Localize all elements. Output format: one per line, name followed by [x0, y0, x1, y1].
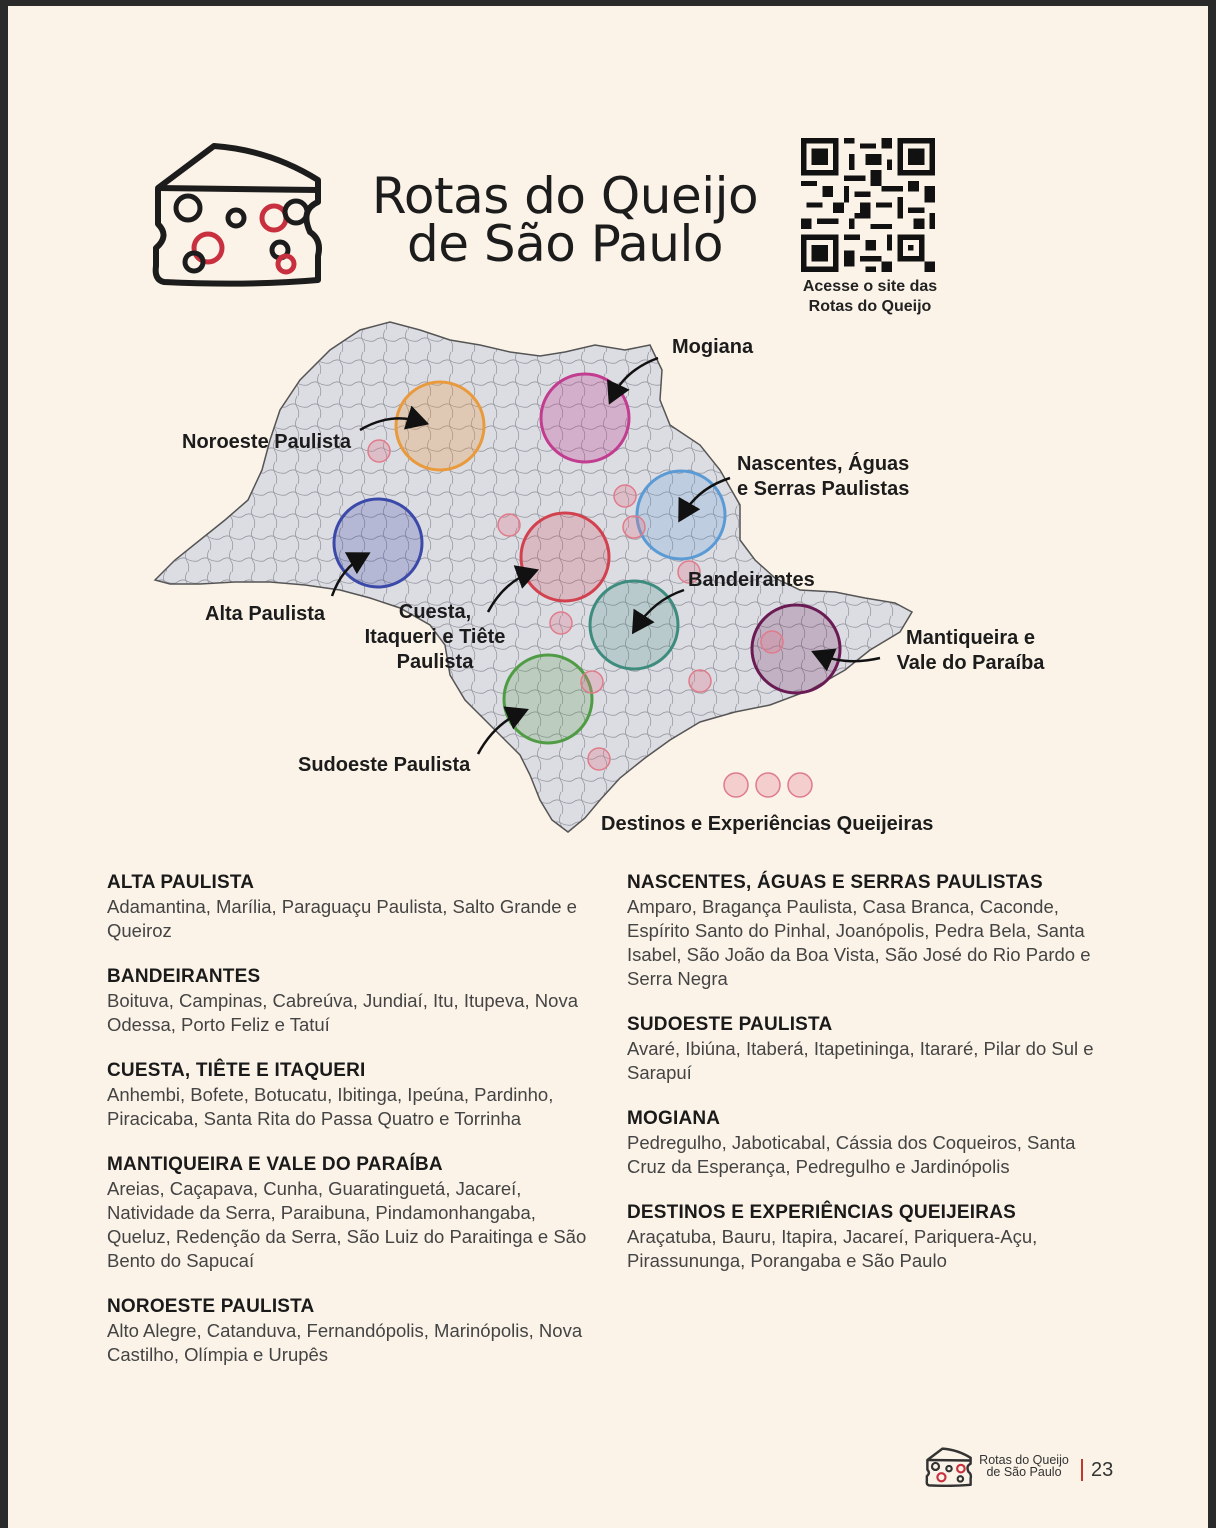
footer-title-line-1: Rotas do Queijo: [979, 1453, 1069, 1467]
route-title: MANTIQUEIRA E VALE DO PARAÍBA: [107, 1154, 443, 1175]
label-mantiqueira-line-1: Mantiqueira e: [906, 627, 1035, 649]
route-entry-noroeste: [107, 1295, 587, 1367]
destino-marker[interactable]: [498, 514, 520, 536]
route-title: CUESTA, TIÊTE E ITAQUERI: [107, 1060, 366, 1081]
route-cities: Amparo, Bragança Paulista, Casa Branca, Caconde, Espírito Santo do Pinhal, Joanópolis, Pedra Bela, Santa Isabel, São João da Boa Vista, São José do Rio Pardo e Serra Negra: [627, 896, 1091, 989]
route-title: SUDOESTE PAULISTA: [627, 1014, 833, 1035]
qr-caption-line-1: Acesse o site das: [802, 278, 938, 295]
footer-title-line-2: de São Paulo: [986, 1465, 1062, 1479]
destino-marker[interactable]: [623, 516, 645, 538]
destino-marker[interactable]: [761, 631, 783, 653]
label-mantiqueira-line-2: Vale do Paraíba: [896, 652, 1045, 674]
region-circle-cuesta[interactable]: [521, 513, 609, 601]
legend-destino-icon: [788, 773, 812, 797]
destino-marker[interactable]: [550, 612, 572, 634]
label-cuesta-line-3: Paulista: [396, 651, 474, 673]
route-title: MOGIANA: [627, 1108, 721, 1129]
route-cities: Anhembi, Bofete, Botucatu, Ibitinga, Ipeúna, Pardinho, Piracicaba, Santa Rita do Passa Quatro e Torrinha: [107, 1084, 554, 1129]
route-entry-mogiana: [627, 1107, 1117, 1179]
label-nascentes-line-2: e Serras Paulistas: [737, 478, 910, 500]
route-entry-bandeirantes: [107, 965, 587, 1037]
footer-title: [972, 1454, 1076, 1478]
route-cities: Boituva, Campinas, Cabreúva, Jundiaí, Itu, Itupeva, Nova Odessa, Porto Feliz e Tatuí: [107, 990, 578, 1035]
label-cuesta-line-1: Cuesta,: [398, 601, 472, 623]
label-nascentes-line-1: Nascentes, Águas: [737, 453, 910, 475]
label-sudoeste-text: Sudoeste Paulista: [298, 754, 471, 776]
legend-destino-icon: [724, 773, 748, 797]
label-alta-paulista: [205, 602, 325, 627]
route-cities: Areias, Caçapava, Cunha, Guaratinguetá, Jacareí, Natividade da Serra, Paraibuna, Pindamonhangaba, Queluz, Redenção da Serra, São Luiz do Paraitinga e São Bento do Sapucaí: [107, 1178, 587, 1271]
label-mogiana: [672, 335, 753, 360]
label-destinos-text: Destinos e Experiências Queijeiras: [601, 813, 934, 835]
region-circle-noroeste[interactable]: [396, 382, 484, 470]
label-cuesta-line-2: Itaqueri e Tiête: [364, 626, 506, 648]
label-nascentes: [737, 452, 909, 502]
route-cities: Avaré, Ibiúna, Itaberá, Itapetininga, Itararé, Pilar do Sul e Sarapuí: [627, 1038, 1094, 1083]
label-mantiqueira: [888, 626, 1053, 676]
label-cuesta: [340, 600, 530, 675]
page-number: 23: [1091, 1459, 1114, 1481]
title-line-2: de São Paulo: [407, 215, 723, 273]
route-entry-cuesta: [107, 1059, 587, 1131]
route-entry-nascentes: [627, 871, 1117, 991]
route-entry-mantiqueira: [107, 1153, 587, 1273]
label-sudoeste: [298, 753, 470, 778]
region-circle-nascentes[interactable]: [637, 471, 725, 559]
route-title: NOROESTE PAULISTA: [107, 1296, 315, 1317]
label-noroeste-text: Noroeste Paulista: [182, 431, 351, 453]
route-cities: Adamantina, Marília, Paraguaçu Paulista, Salto Grande e Queiroz: [107, 896, 577, 941]
route-entry-destinos: [627, 1201, 1117, 1273]
footer-cheese-logo-icon: [925, 1447, 973, 1487]
region-circle-bandeirantes[interactable]: [590, 581, 678, 669]
region-circle-mogiana[interactable]: [541, 374, 629, 462]
destino-marker[interactable]: [368, 440, 390, 462]
label-bandeirantes: [688, 568, 815, 593]
route-title: NASCENTES, ÁGUAS E SERRAS PAULISTAS: [627, 872, 1043, 893]
region-circle-alta-paulista[interactable]: [334, 499, 422, 587]
route-cities: Pedregulho, Jaboticabal, Cássia dos Coqueiros, Santa Cruz da Esperança, Pedregulho e Jardinópolis: [627, 1132, 1076, 1177]
destino-marker[interactable]: [581, 671, 603, 693]
label-destinos: [601, 812, 933, 837]
routes-right-column: [627, 871, 1117, 1295]
route-title: ALTA PAULISTA: [107, 872, 255, 893]
qr-caption-line-2: Rotas do Queijo: [808, 298, 932, 315]
route-cities: Araçatuba, Bauru, Itapira, Jacareí, Pariquera-Açu, Pirassununga, Porangaba e São Paulo: [627, 1226, 1038, 1271]
label-alta-paulista-text: Alta Paulista: [205, 603, 326, 625]
label-noroeste: [182, 430, 351, 455]
destino-marker[interactable]: [588, 748, 610, 770]
route-title: DESTINOS E EXPERIÊNCIAS QUEIJEIRAS: [627, 1202, 1016, 1223]
route-title: BANDEIRANTES: [107, 966, 261, 987]
route-cities: Alto Alegre, Catanduva, Fernandópolis, Marinópolis, Nova Castilho, Olímpia e Urupês: [107, 1320, 583, 1365]
route-entry-alta-paulista: [107, 871, 587, 943]
routes-left-column: [107, 871, 587, 1389]
title-line-1: Rotas do Queijo: [371, 167, 759, 225]
label-bandeirantes-text: Bandeirantes: [688, 569, 815, 591]
destino-marker[interactable]: [614, 485, 636, 507]
destino-marker[interactable]: [689, 670, 711, 692]
footer-separator: [1081, 1459, 1083, 1481]
label-mogiana-text: Mogiana: [672, 336, 754, 358]
route-entry-sudoeste: [627, 1013, 1117, 1085]
legend-destino-icon: [756, 773, 780, 797]
